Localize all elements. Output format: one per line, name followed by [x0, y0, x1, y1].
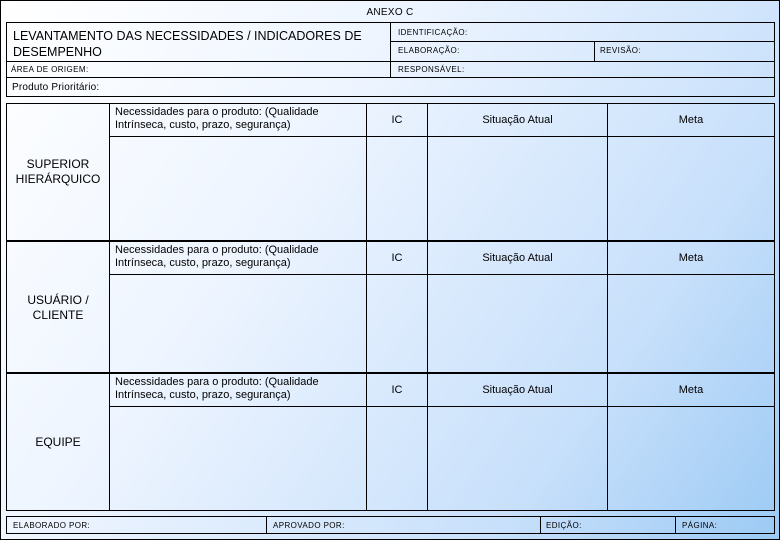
needs-header: Necessidades para o produto: (Qualidade Intrínseca, custo, prazo, segurança): [115, 106, 319, 131]
produto-prioritario-field[interactable]: [6, 77, 775, 97]
section-label: EQUIPE: [35, 435, 81, 449]
situacao-header: Situação Atual: [482, 384, 553, 396]
section-equipe: [6, 373, 775, 511]
aprovado-por-label: APROVADO POR:: [273, 521, 345, 530]
area-origem-label: ÁREA DE ORIGEM:: [11, 65, 89, 74]
revisao-field[interactable]: [594, 41, 775, 62]
produto-prioritario-label: Produto Prioritário:: [12, 82, 100, 93]
meta-header: Meta: [678, 114, 704, 126]
situacao-header: Situação Atual: [482, 114, 553, 126]
elaborado-por-label: ELABORADO POR:: [13, 521, 91, 530]
ic-header: IC: [391, 384, 403, 396]
area-origem-field[interactable]: [6, 61, 391, 78]
edicao-field[interactable]: [540, 516, 676, 534]
situacao-header: Situação Atual: [482, 252, 553, 264]
section-label: SUPERIOR HIERÁRQUICO: [15, 157, 101, 186]
pagina-field[interactable]: [675, 516, 775, 534]
ic-header: IC: [391, 114, 403, 126]
meta-cell[interactable]: [608, 275, 774, 372]
ic-cell[interactable]: [367, 407, 427, 510]
edicao-label: EDIÇÃO:: [546, 521, 582, 530]
ic-cell[interactable]: [367, 275, 427, 372]
needs-header: Necessidades para o produto: (Qualidade Intrínseca, custo, prazo, segurança): [115, 244, 319, 269]
meta-header: Meta: [678, 252, 704, 264]
needs-cell[interactable]: [110, 407, 366, 510]
annex-title: ANEXO C: [366, 7, 414, 18]
revisao-label: REVISÃO:: [600, 46, 641, 55]
responsavel-field[interactable]: [390, 61, 775, 78]
situacao-cell[interactable]: [428, 275, 607, 372]
elaboracao-field[interactable]: [390, 41, 595, 62]
identificacao-field[interactable]: [390, 22, 775, 42]
ic-cell[interactable]: [367, 137, 427, 240]
meta-cell[interactable]: [608, 407, 774, 510]
aprovado-por-field[interactable]: [266, 516, 541, 534]
section-label: USUÁRIO / CLIENTE: [27, 293, 89, 322]
section-usuario-cliente: [6, 241, 775, 373]
ic-header: IC: [391, 252, 403, 264]
identificacao-label: IDENTIFICAÇÃO:: [398, 28, 468, 37]
situacao-cell[interactable]: [428, 407, 607, 510]
situacao-cell[interactable]: [428, 137, 607, 240]
meta-header: Meta: [678, 384, 704, 396]
needs-cell[interactable]: [110, 137, 366, 240]
pagina-label: PÁGINA:: [682, 521, 718, 530]
needs-cell[interactable]: [110, 275, 366, 372]
responsavel-label: RESPONSÁVEL:: [398, 65, 465, 74]
needs-header: Necessidades para o produto: (Qualidade Intrínseca, custo, prazo, segurança): [115, 376, 319, 401]
form-title: LEVANTAMENTO DAS NECESSIDADES / INDICADORES DE DESEMPENHO: [13, 29, 362, 59]
meta-cell[interactable]: [608, 137, 774, 240]
section-superior-hierarquico: [6, 103, 775, 241]
elaboracao-label: ELABORAÇÃO:: [398, 46, 460, 55]
elaborado-por-field[interactable]: [6, 516, 267, 534]
title-box: [6, 22, 391, 62]
